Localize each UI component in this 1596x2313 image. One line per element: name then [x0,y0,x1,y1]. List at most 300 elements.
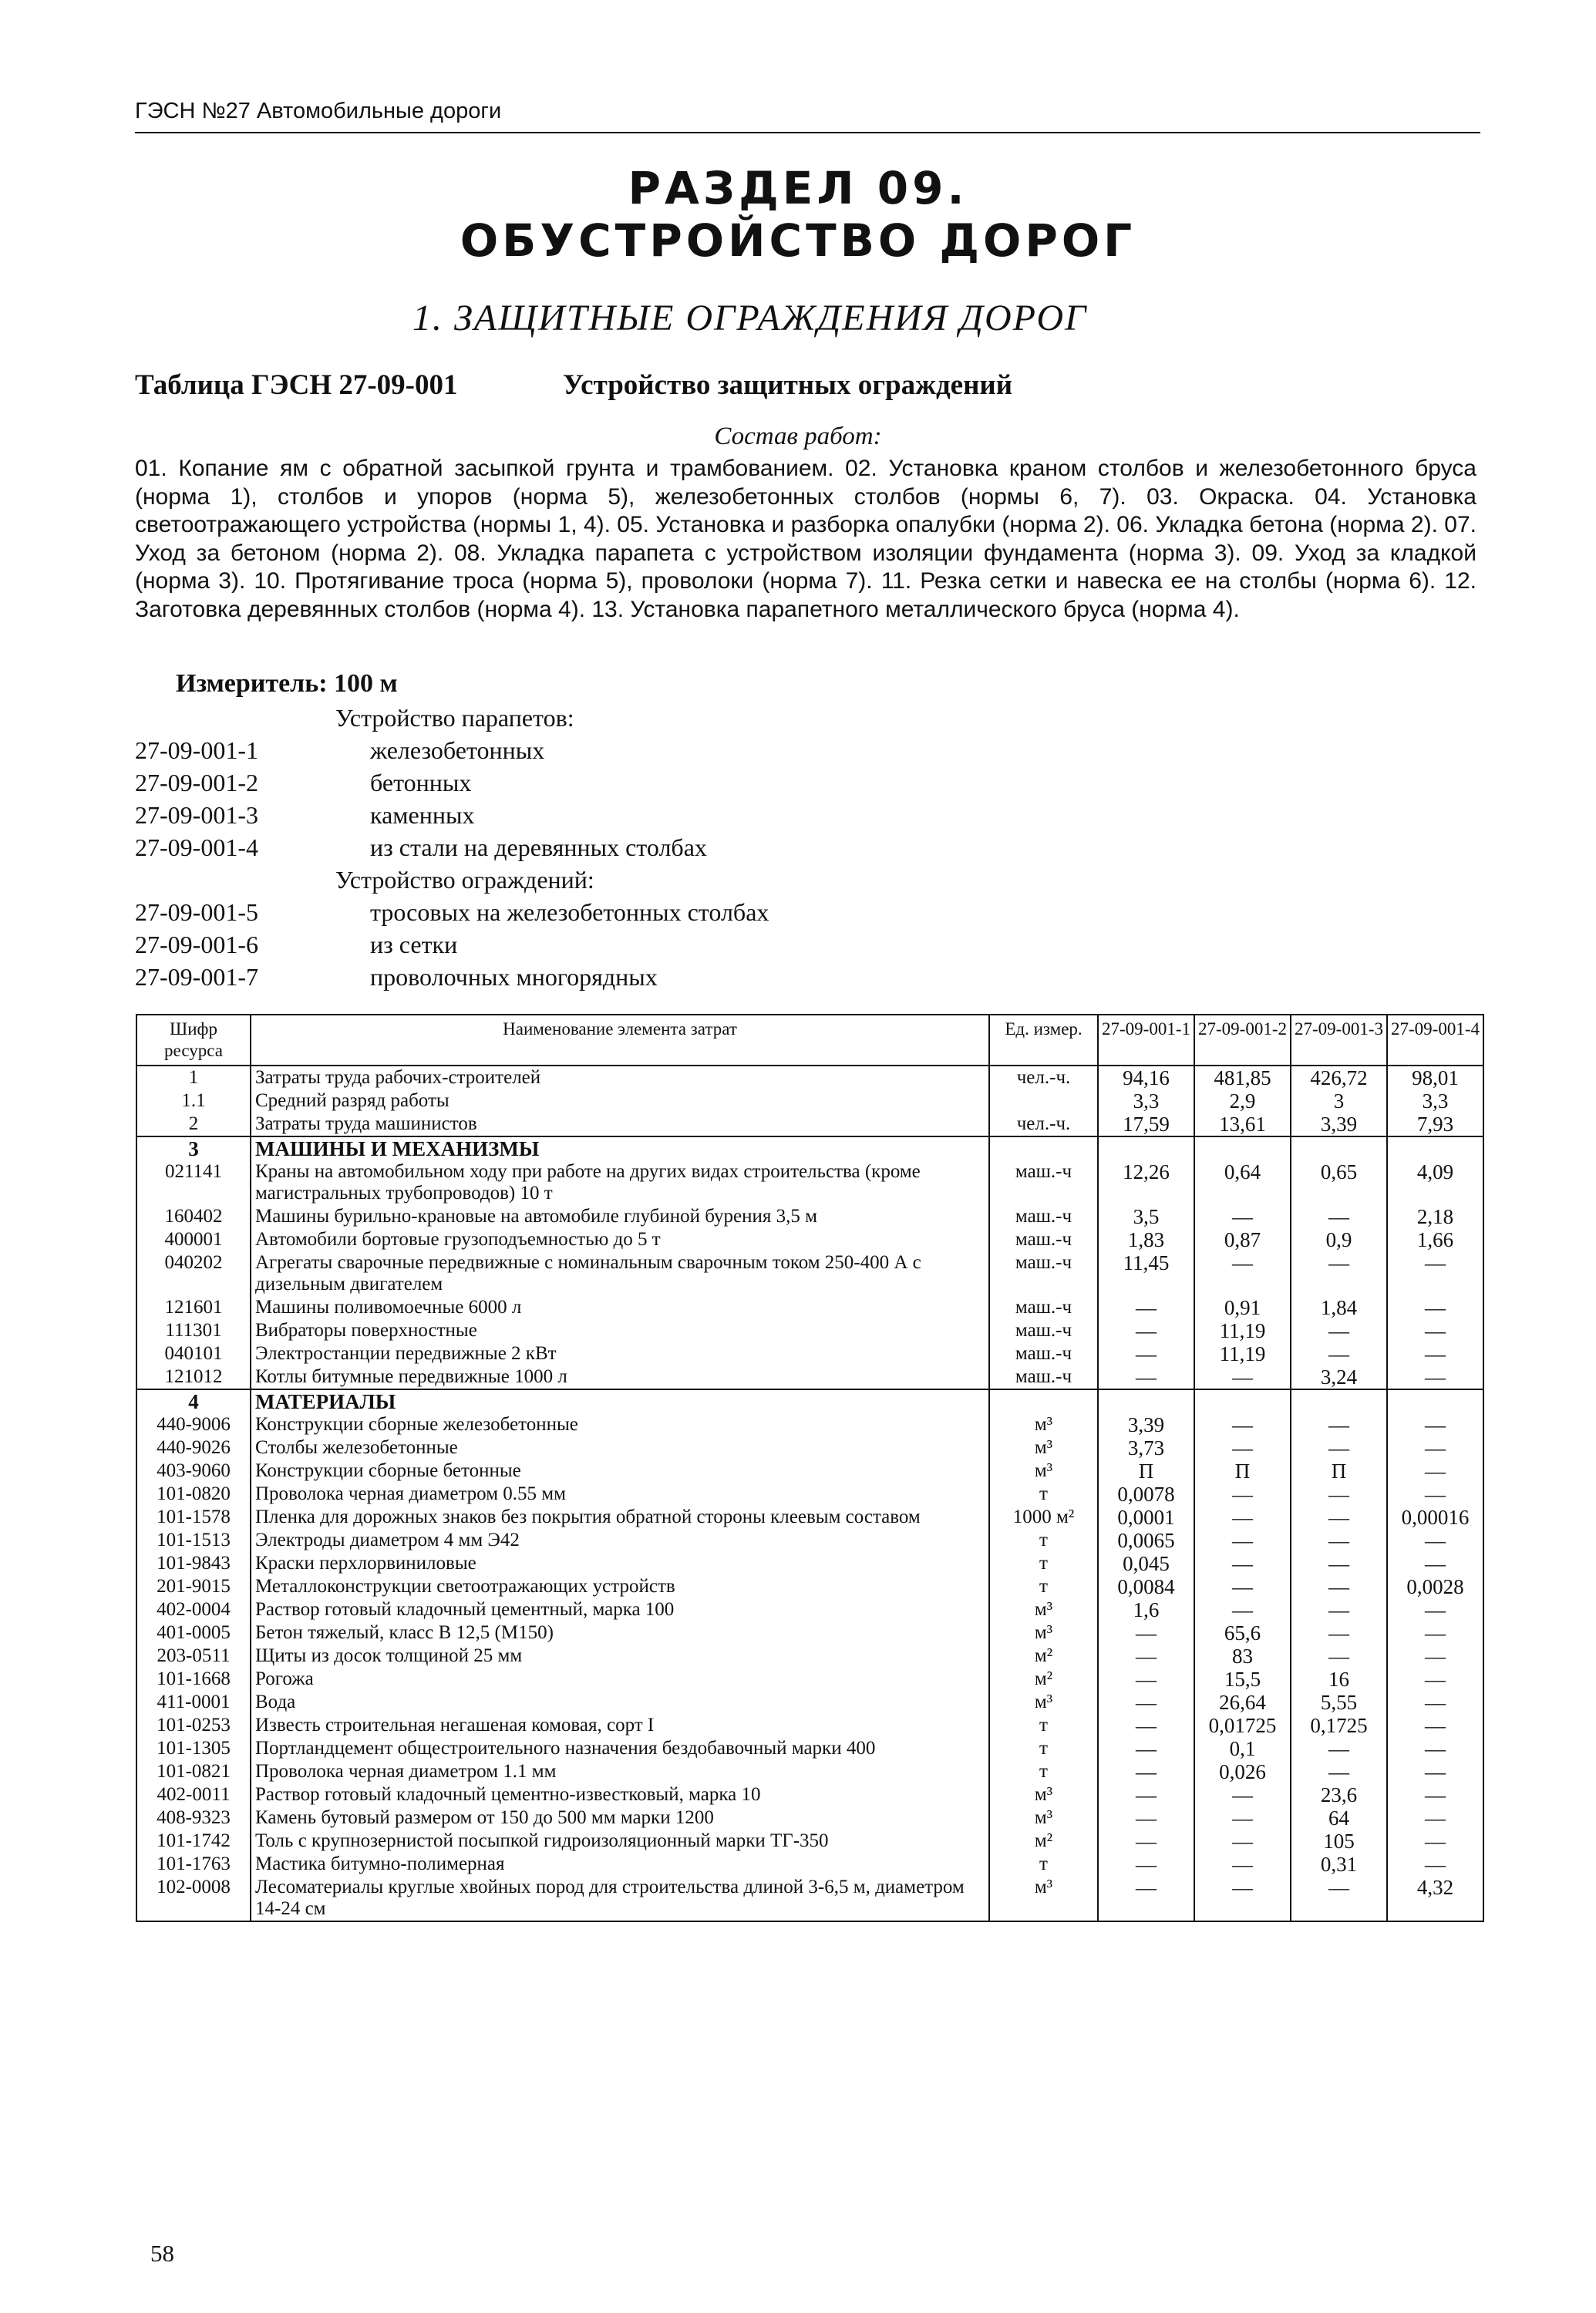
value-variant-1: 3,5 [1098,1205,1194,1228]
value-variant-1: 0,0078 [1098,1483,1194,1506]
value-variant-3: 0,65 [1291,1160,1387,1205]
variant-name: из стали на деревянных столбах [370,833,707,861]
table-row [136,1089,1483,1113]
resource-code: 101-1513 [136,1529,251,1552]
table-row [136,1691,1483,1714]
value-variant-3: — [1291,1413,1387,1436]
resource-name: Машины бурильно-крановые на автомобиле глубиной бурения 3,5 м [251,1205,989,1228]
table-row [136,1319,1483,1342]
resource-unit [989,1389,1098,1413]
resource-code: 203-0511 [136,1645,251,1668]
value-variant-2: — [1194,1413,1291,1436]
resource-name: Средний разряд работы [251,1089,989,1113]
value-variant-1: — [1098,1296,1194,1319]
value-variant-4: — [1387,1251,1483,1296]
value-variant-3: — [1291,1760,1387,1783]
resource-name: Электроды диаметром 4 мм Э42 [251,1529,989,1552]
resource-name: Конструкции сборные бетонные [251,1460,989,1483]
variant-name: бетонных [370,769,472,796]
resource-name: Столбы железобетонные [251,1436,989,1460]
value-variant-2: 65,6 [1194,1621,1291,1645]
value-variant-3: 5,55 [1291,1691,1387,1714]
value-variant-2: 83 [1194,1645,1291,1668]
value-variant-2: — [1194,1876,1291,1921]
table-row [136,1575,1483,1598]
table-row [136,1251,1483,1296]
resource-name: Конструкции сборные железобетонные [251,1413,989,1436]
value-variant-4: — [1387,1668,1483,1691]
value-variant-4: — [1387,1529,1483,1552]
value-variant-4: 0,0028 [1387,1575,1483,1598]
value-variant-1: 1,83 [1098,1228,1194,1251]
resource-code: 101-0821 [136,1760,251,1783]
value-variant-3: П [1291,1460,1387,1483]
resource-code: 111301 [136,1319,251,1342]
header-unit: Ед. измер. [989,1015,1098,1066]
resource-code: 411-0001 [136,1691,251,1714]
resource-name: Толь с крупнозернистой посыпкой гидроизоляционный марки ТГ-350 [251,1830,989,1853]
value-variant-2: П [1194,1460,1291,1483]
resource-name: Портландцемент общестроительного назначения бездобавочный марки 400 [251,1737,989,1760]
value-variant-2 [1194,1136,1291,1160]
resource-code: 403-9060 [136,1460,251,1483]
value-variant-1: 17,59 [1098,1113,1194,1136]
resource-code: 440-9026 [136,1436,251,1460]
value-variant-2: 26,64 [1194,1691,1291,1714]
value-variant-2: — [1194,1552,1291,1575]
resource-unit: т [989,1853,1098,1876]
value-variant-3: — [1291,1436,1387,1460]
value-variant-4: — [1387,1760,1483,1783]
table-row [136,1342,1483,1365]
measure-unit [176,669,398,699]
variant-code: 27-09-001-2 [135,769,258,796]
value-variant-2: 15,5 [1194,1668,1291,1691]
resource-name: Щиты из досок толщиной 25 мм [251,1645,989,1668]
value-variant-3: 0,1725 [1291,1714,1387,1737]
value-variant-2: — [1194,1506,1291,1529]
value-variant-1: — [1098,1645,1194,1668]
value-variant-4: — [1387,1342,1483,1365]
value-variant-3: — [1291,1575,1387,1598]
value-variant-2: — [1194,1853,1291,1876]
variant-code: 27-09-001-1 [135,736,258,764]
table-row [136,1413,1483,1436]
value-variant-1: — [1098,1783,1194,1806]
resource-code: 201-9015 [136,1575,251,1598]
value-variant-1: 1,6 [1098,1598,1194,1621]
measure-value: 100 м [334,669,398,698]
subsection-title: 1. ЗАЩИТНЫЕ ОГРАЖДЕНИЯ ДОРОГ [412,298,1088,338]
resource-unit: чел.-ч. [989,1066,1098,1089]
resource-code: 1.1 [136,1089,251,1113]
table-row [136,1228,1483,1251]
value-variant-2: 0,026 [1194,1760,1291,1783]
value-variant-3: — [1291,1598,1387,1621]
resource-unit: м³ [989,1413,1098,1436]
resource-unit [989,1136,1098,1160]
value-variant-4: — [1387,1460,1483,1483]
value-variant-4: — [1387,1830,1483,1853]
resource-name: Краны на автомобильном ходу при работе на других видах строительства (кроме магистральных трубопроводов) 10 т [251,1160,989,1205]
resource-unit: т [989,1575,1098,1598]
resource-unit: маш.-ч [989,1160,1098,1205]
value-variant-1: — [1098,1621,1194,1645]
value-variant-2: — [1194,1251,1291,1296]
value-variant-2: 0,91 [1194,1296,1291,1319]
value-variant-1: — [1098,1342,1194,1365]
table-row [136,1529,1483,1552]
value-variant-3: 3,24 [1291,1365,1387,1389]
value-variant-3: 0,9 [1291,1228,1387,1251]
value-variant-1: — [1098,1806,1194,1830]
value-variant-3: 0,31 [1291,1853,1387,1876]
value-variant-3: — [1291,1645,1387,1668]
table-row [136,1645,1483,1668]
value-variant-3: — [1291,1506,1387,1529]
resource-code: 101-9843 [136,1552,251,1575]
resource-code: 040101 [136,1342,251,1365]
table-row [136,1506,1483,1529]
value-variant-3: — [1291,1737,1387,1760]
value-variant-4 [1387,1389,1483,1413]
value-variant-2: 13,61 [1194,1113,1291,1136]
works-title: Состав работ: [714,423,882,450]
value-variant-3: 3 [1291,1089,1387,1113]
value-variant-1: 0,0065 [1098,1529,1194,1552]
resource-unit: маш.-ч [989,1365,1098,1389]
resource-code: 101-1305 [136,1737,251,1760]
value-variant-2: — [1194,1575,1291,1598]
resource-code: 101-1668 [136,1668,251,1691]
table-row [136,1160,1483,1205]
resource-name: Раствор готовый кладочный цементно-известковый, марка 10 [251,1783,989,1806]
resource-unit: м³ [989,1621,1098,1645]
value-variant-1: 0,0001 [1098,1506,1194,1529]
value-variant-1: — [1098,1760,1194,1783]
header-variant-4: 27-09-001-4 [1387,1015,1483,1066]
value-variant-1: 94,16 [1098,1066,1194,1089]
value-variant-1: — [1098,1668,1194,1691]
resource-name: Агрегаты сварочные передвижные с номинальным сварочным током 250-400 А с дизельным двигателем [251,1251,989,1296]
value-variant-3: 23,6 [1291,1783,1387,1806]
value-variant-2: 0,87 [1194,1228,1291,1251]
resource-name: Электростанции передвижные 2 кВт [251,1342,989,1365]
value-variant-2: — [1194,1205,1291,1228]
variant-code: 27-09-001-4 [135,833,258,861]
table-row [136,1621,1483,1645]
value-variant-4: — [1387,1319,1483,1342]
value-variant-4: — [1387,1853,1483,1876]
value-variant-4: 2,18 [1387,1205,1483,1228]
value-variant-4: — [1387,1413,1483,1436]
variant-name: железобетонных [370,736,545,764]
resource-unit: м³ [989,1691,1098,1714]
value-variant-3: — [1291,1251,1387,1296]
table-name: Устройство защитных ограждений [563,369,1013,401]
value-variant-1: 3,39 [1098,1413,1194,1436]
variant-code: 27-09-001-7 [135,963,258,991]
resource-table [136,1014,1484,1922]
resource-name: Котлы битумные передвижные 1000 л [251,1365,989,1389]
resource-unit: м³ [989,1876,1098,1921]
value-variant-3 [1291,1389,1387,1413]
resource-code: 408-9323 [136,1806,251,1830]
value-variant-4: — [1387,1691,1483,1714]
value-variant-1: — [1098,1830,1194,1853]
value-variant-3: 16 [1291,1668,1387,1691]
resource-unit: т [989,1552,1098,1575]
resource-name: Затраты труда рабочих-строителей [251,1066,989,1089]
value-variant-2 [1194,1389,1291,1413]
value-variant-4: 7,93 [1387,1113,1483,1136]
value-variant-3: 3,39 [1291,1113,1387,1136]
resource-unit: маш.-ч [989,1296,1098,1319]
value-variant-3: 1,84 [1291,1296,1387,1319]
resource-name: МАТЕРИАЛЫ [251,1389,989,1413]
value-variant-4: — [1387,1483,1483,1506]
resource-code: 101-1742 [136,1830,251,1853]
variant-code: 27-09-001-6 [135,931,258,958]
resource-name: Раствор готовый кладочный цементный, марка 100 [251,1598,989,1621]
value-variant-1 [1098,1136,1194,1160]
resource-name: Вибраторы поверхностные [251,1319,989,1342]
resource-unit: маш.-ч [989,1228,1098,1251]
value-variant-4: 3,3 [1387,1089,1483,1113]
table-row [136,1876,1483,1921]
measure-label: Измеритель: [176,669,328,698]
value-variant-2: 11,19 [1194,1319,1291,1342]
value-variant-2: — [1194,1806,1291,1830]
value-variant-4: — [1387,1621,1483,1645]
value-variant-3: — [1291,1342,1387,1365]
value-variant-1: — [1098,1319,1194,1342]
resource-unit: т [989,1483,1098,1506]
variant-code: 27-09-001-5 [135,898,258,926]
variant-name: из сетки [370,931,458,958]
header-variant-1: 27-09-001-1 [1098,1015,1194,1066]
resource-code: 1 [136,1066,251,1089]
resource-unit: маш.-ч [989,1205,1098,1228]
resource-name: Автомобили бортовые грузоподъемностью до 5 т [251,1228,989,1251]
section-subtitle: ОБУСТРОЙСТВО ДОРОГ [460,214,1136,267]
resource-code: 2 [136,1113,251,1136]
value-variant-1: — [1098,1691,1194,1714]
value-variant-2: 0,64 [1194,1160,1291,1205]
resource-unit: т [989,1714,1098,1737]
value-variant-2: — [1194,1365,1291,1389]
resource-name: Краски перхлорвиниловые [251,1552,989,1575]
value-variant-1: 3,73 [1098,1436,1194,1460]
value-variant-1: 12,26 [1098,1160,1194,1205]
resource-unit: чел.-ч. [989,1113,1098,1136]
header-variant-2: 27-09-001-2 [1194,1015,1291,1066]
table-row [136,1436,1483,1460]
value-variant-2: — [1194,1483,1291,1506]
value-variant-4: 4,32 [1387,1876,1483,1921]
value-variant-2: 11,19 [1194,1342,1291,1365]
value-variant-2: 0,01725 [1194,1714,1291,1737]
value-variant-3: 105 [1291,1830,1387,1853]
value-variant-4: 4,09 [1387,1160,1483,1205]
value-variant-1: — [1098,1876,1194,1921]
table-row [136,1853,1483,1876]
resource-name: Мастика битумно-полимерная [251,1853,989,1876]
header-name: Наименование элемента затрат [251,1015,989,1066]
table-row [136,1830,1483,1853]
value-variant-2: — [1194,1436,1291,1460]
table-row [136,1205,1483,1228]
resource-code: 400001 [136,1228,251,1251]
value-variant-1: — [1098,1365,1194,1389]
value-variant-1 [1098,1389,1194,1413]
resource-code: 040202 [136,1251,251,1296]
resource-code: 402-0011 [136,1783,251,1806]
resource-code: 440-9006 [136,1413,251,1436]
resource-name: Известь строительная негашеная комовая, сорт I [251,1714,989,1737]
resource-name: Проволока черная диаметром 0.55 мм [251,1483,989,1506]
resource-code: 021141 [136,1160,251,1205]
value-variant-3: — [1291,1205,1387,1228]
resource-code: 3 [136,1136,251,1160]
resource-name: Затраты труда машинистов [251,1113,989,1136]
value-variant-4: — [1387,1645,1483,1668]
resource-code: 4 [136,1389,251,1413]
table-row [136,1483,1483,1506]
table-row [136,1714,1483,1737]
variant-code: 27-09-001-3 [135,801,258,829]
resource-unit: м² [989,1645,1098,1668]
value-variant-2: — [1194,1783,1291,1806]
value-variant-4: — [1387,1296,1483,1319]
variant-name: каменных [370,801,475,829]
page-number: 58 [150,2240,174,2267]
value-variant-4: — [1387,1552,1483,1575]
resource-code: 160402 [136,1205,251,1228]
running-header: ГЭСН №27 Автомобильные дороги [135,99,502,123]
value-variant-4: — [1387,1806,1483,1830]
variant-name: проволочных многорядных [370,963,658,991]
resource-unit: т [989,1737,1098,1760]
value-variant-1: 3,3 [1098,1089,1194,1113]
table-row [136,1737,1483,1760]
value-variant-3: — [1291,1483,1387,1506]
value-variant-2: — [1194,1598,1291,1621]
value-variant-2: — [1194,1529,1291,1552]
value-variant-4: — [1387,1714,1483,1737]
resource-unit: м³ [989,1460,1098,1483]
value-variant-3: — [1291,1319,1387,1342]
table-row [136,1296,1483,1319]
table-header-row [136,1015,1483,1066]
value-variant-2: 2,9 [1194,1089,1291,1113]
resource-unit: м³ [989,1436,1098,1460]
value-variant-3: — [1291,1552,1387,1575]
works-text: 01. Копание ям с обратной засыпкой грунта и трамбованием. 02. Установка краном столбов и железобетонного бруса (норма 1), столбов и упоров (норма 5), железобетонных столбов (нормы 6, 7). 03. Окраска. 04. Установка светоотражающего устройства (нормы 1, 4). 05. Установка и разборка опалубки (норма 2). 06. Укладка бетона (норма 2). 07. Уход за бетоном (норма 2). 08. Укладка парапета с устройством изоляции фундамента (норма 3). 09. Уход за кладкой (норма 3). 10. Протягивание троса (норма 5), проволоки (норма 7). 11. Резка сетки и навеска ее на столбы (норма 6). 12. Заготовка деревянных столбов (норма 4). 13. Установка парапетного металлического бруса (норма 4). [135,456,1476,622]
resource-unit: м³ [989,1806,1098,1830]
value-variant-4: 98,01 [1387,1066,1483,1089]
header-variant-3: 27-09-001-3 [1291,1015,1387,1066]
value-variant-4: — [1387,1737,1483,1760]
value-variant-1: — [1098,1714,1194,1737]
resource-unit: т [989,1529,1098,1552]
table-row [136,1365,1483,1389]
resource-code: 402-0004 [136,1598,251,1621]
table-row [136,1598,1483,1621]
value-variant-3: — [1291,1621,1387,1645]
table-row [136,1113,1483,1136]
resource-name: Лесоматериалы круглые хвойных пород для строительства длиной 3-6,5 м, диаметром 14-24 см [251,1876,989,1921]
value-variant-4 [1387,1136,1483,1160]
value-variant-1: П [1098,1460,1194,1483]
value-variant-1: — [1098,1853,1194,1876]
group-row [136,1136,1483,1160]
section-title: РАЗДЕЛ 09. [628,162,968,214]
value-variant-1: 11,45 [1098,1251,1194,1296]
resource-unit: м² [989,1668,1098,1691]
table-row [136,1668,1483,1691]
table-row [136,1552,1483,1575]
resource-name: Бетон тяжелый, класс В 12,5 (М150) [251,1621,989,1645]
resource-code: 101-0820 [136,1483,251,1506]
resource-name: Проволока черная диаметром 1.1 мм [251,1760,989,1783]
group-row [136,1389,1483,1413]
value-variant-4: 1,66 [1387,1228,1483,1251]
value-variant-4: — [1387,1365,1483,1389]
value-variant-2: 481,85 [1194,1066,1291,1089]
value-variant-1: 0,045 [1098,1552,1194,1575]
resource-name: МАШИНЫ И МЕХАНИЗМЫ [251,1136,989,1160]
value-variant-3: 64 [1291,1806,1387,1830]
resource-unit: маш.-ч [989,1319,1098,1342]
resource-unit [989,1089,1098,1113]
resource-code: 102-0008 [136,1876,251,1921]
header-rule [135,132,1480,133]
value-variant-4: 0,00016 [1387,1506,1483,1529]
value-variant-4: — [1387,1436,1483,1460]
table-row [136,1066,1483,1089]
value-variant-3: — [1291,1529,1387,1552]
resource-name: Металлоконструкции светоотражающих устройств [251,1575,989,1598]
resource-code: 101-1578 [136,1506,251,1529]
value-variant-3: 426,72 [1291,1066,1387,1089]
resource-unit: маш.-ч [989,1251,1098,1296]
value-variant-2: 0,1 [1194,1737,1291,1760]
value-variant-3: — [1291,1876,1387,1921]
resource-code: 401-0005 [136,1621,251,1645]
table-row [136,1460,1483,1483]
value-variant-1: 0,0084 [1098,1575,1194,1598]
resource-name: Машины поливомоечные 6000 л [251,1296,989,1319]
resource-unit: м³ [989,1598,1098,1621]
resource-unit: т [989,1760,1098,1783]
table-row [136,1760,1483,1783]
resource-code: 121012 [136,1365,251,1389]
resource-unit: м² [989,1830,1098,1853]
table-row [136,1806,1483,1830]
resource-code: 121601 [136,1296,251,1319]
value-variant-4: — [1387,1783,1483,1806]
table-row [136,1783,1483,1806]
value-variant-1: — [1098,1737,1194,1760]
resource-name: Рогожа [251,1668,989,1691]
variant-name: тросовых на железобетонных столбах [370,898,769,926]
table-label: Таблица ГЭСН 27-09-001 [135,369,458,401]
resource-unit: 1000 м² [989,1506,1098,1529]
resource-name: Пленка для дорожных знаков без покрытия обратной стороны клеевым составом [251,1506,989,1529]
value-variant-4: — [1387,1598,1483,1621]
resource-code: 101-1763 [136,1853,251,1876]
